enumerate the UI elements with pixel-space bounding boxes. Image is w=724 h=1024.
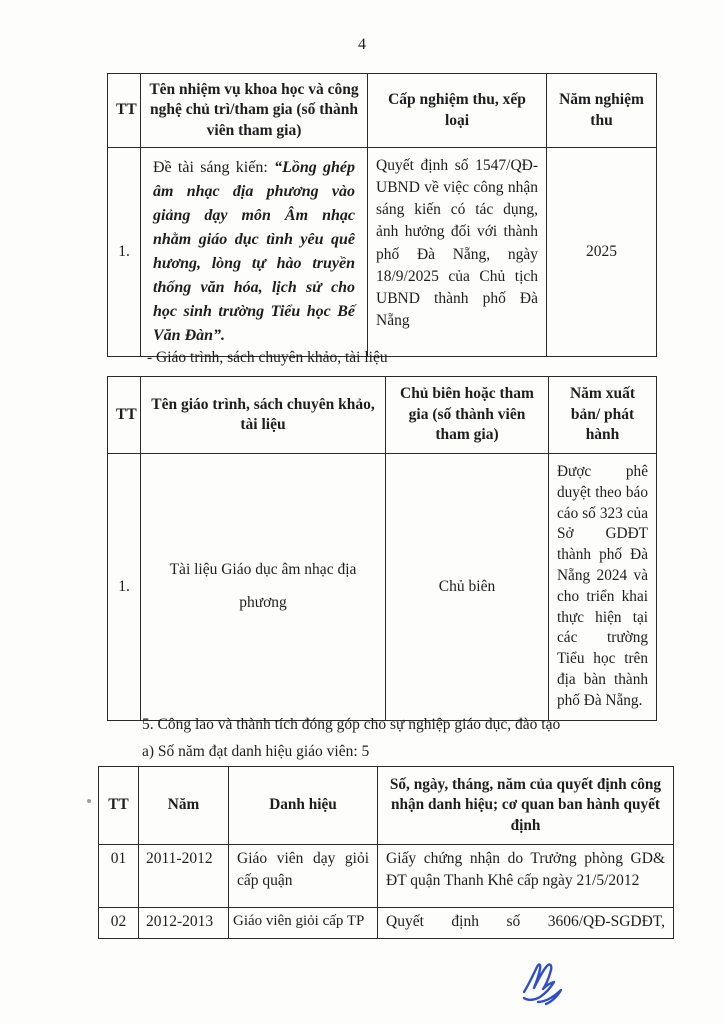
science-task-row — [108, 148, 657, 357]
header-tt: TT — [108, 377, 141, 454]
books-table — [107, 376, 657, 721]
science-tasks-table — [107, 73, 657, 357]
header-task-name: Tên nhiệm vụ khoa học và công nghệ chủ trì/tham gia (số thành viên tham gia) — [141, 74, 368, 148]
book-role: Chủ biên — [386, 454, 549, 721]
task-acceptance-decision: Quyết định số 1547/QĐ-UBND về việc công nhận sáng kiến có tác dụng, ảnh hưởng đối với thành phố Đà Nẵng, ngày 18/9/2025 của Chủ tịch UBND thành phố Đà Nẵng — [368, 148, 547, 357]
title-year: 2011-2012 — [139, 845, 229, 908]
header-year: Năm — [139, 767, 229, 845]
book-name: Tài liệu Giáo dục âm nhạc địa phương — [141, 454, 386, 721]
header-acceptance-level: Cấp nghiệm thu, xếp loại — [368, 74, 547, 148]
title-decision: Giấy chứng nhận do Trưởng phòng GD& ĐT quận Thanh Khê cấp ngày 21/5/2012 — [378, 845, 674, 908]
header-decision: Số, ngày, tháng, năm của quyết định công nhận danh hiệu; cơ quan ban hành quyết định — [378, 767, 674, 845]
title-name: Giáo viên dạy giỏi cấp quận — [229, 845, 378, 908]
task-year: 2025 — [547, 148, 657, 357]
header-acceptance-year: Năm nghiệm thu — [547, 74, 657, 148]
book-row — [108, 454, 657, 721]
header-publish-year: Năm xuất bản/ phát hành — [549, 377, 657, 454]
titles-table — [98, 766, 674, 939]
task-prefix: Đề tài sáng kiến: — [153, 159, 275, 176]
titles-header-row — [99, 767, 674, 845]
header-title: Danh hiệu — [229, 767, 378, 845]
section5-title: 5. Công lao và thành tích đóng góp cho sự nghiệp giáo dục, đào tạo — [142, 716, 561, 733]
scan-artifact-dot — [87, 799, 91, 803]
header-book-name: Tên giáo trình, sách chuyên khảo, tài liệu — [141, 377, 386, 454]
title-row-02 — [99, 908, 674, 939]
task-name-cell — [141, 148, 368, 357]
header-role: Chủ biên hoặc tham gia (số thành viên tham gia) — [386, 377, 549, 454]
title-row-01 — [99, 845, 674, 908]
title-index: 02 — [99, 908, 139, 939]
header-tt: TT — [108, 74, 141, 148]
title-decision: Quyết định số 3606/QĐ-SGDĐT, — [378, 908, 674, 939]
signature — [508, 956, 586, 1012]
books-header-row — [108, 377, 657, 454]
title-name: Giáo viên giỏi cấp TP — [229, 908, 378, 939]
title-index: 01 — [99, 845, 139, 908]
section5-item-a: a) Số năm đạt danh hiệu giáo viên: 5 — [142, 743, 370, 760]
page-number: 4 — [358, 36, 366, 53]
task-title: “Lồng ghép âm nhạc địa phương vào giảng dạy môn Âm nhạc nhằm giáo dục tình yêu quê hương, lòng tự hào truyền thống văn hóa, lịch sử cho học sinh trường Tiểu học Bế Văn Đàn”. — [153, 159, 356, 344]
task-index: 1. — [108, 148, 141, 357]
header-tt: TT — [99, 767, 139, 845]
title-year: 2012-2013 — [139, 908, 229, 939]
books-list-heading: - Giáo trình, sách chuyên khảo, tài liệu — [147, 349, 388, 366]
book-publish-info: Được phê duyệt theo báo cáo số 323 của Sở GDĐT thành phố Đà Nẵng 2024 và cho triển khai thực hiện tại các trường Tiểu học trên địa bàn thành phố Đà Nẵng. — [549, 454, 657, 721]
book-index: 1. — [108, 454, 141, 721]
science-tasks-header-row — [108, 74, 657, 148]
